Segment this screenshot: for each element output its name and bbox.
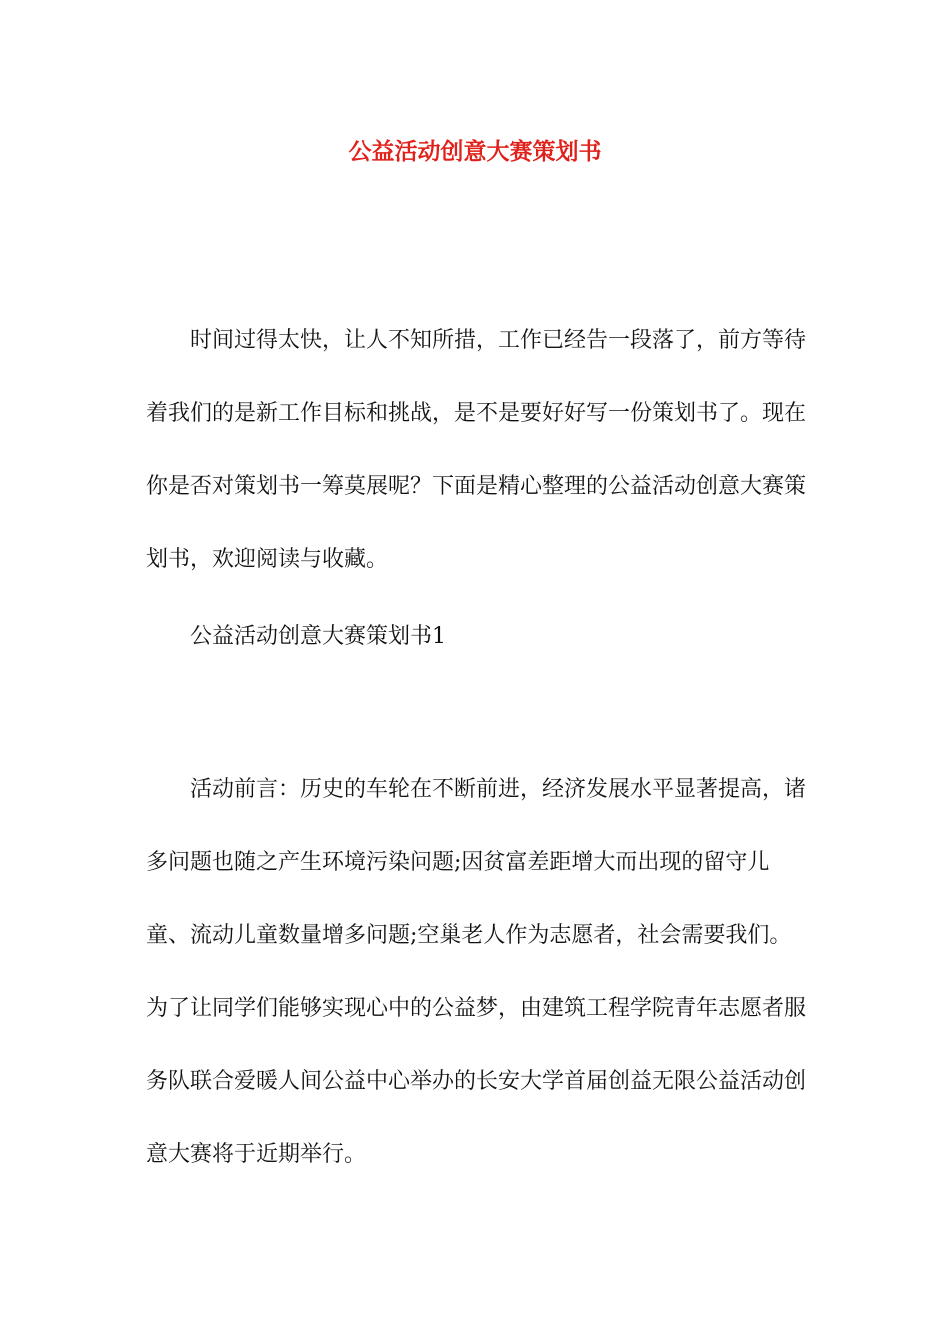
preface-paragraph: 活动前言：历史的车轮在不断前进，经济发展水平显著提高，诸多问题也随之产生环境污染问题;因贫富差距增大而出现的留守儿童、流动儿童数量增多问题;空巢老人作为志愿者，社会需要我们。为了让同学们能够实现心中的公益梦，由建筑工程学院青年志愿者服务队联合爱暖人间公益中心举办的长安大学首届创益无限公益活动创意大赛将于近期举行。 — [146, 777, 807, 1167]
document-title: 公益活动创意大赛策划书 — [348, 138, 602, 165]
intro-paragraph: 时间过得太快，让人不知所措，工作已经告一段落了，前方等待着我们的是新工作目标和挑战，是不是要好好写一份策划书了。现在你是否对策划书一筹莫展呢？下面是精心整理的公益活动创意大赛策划书，欢迎阅读与收藏。 — [146, 328, 807, 572]
section-heading: 公益活动创意大赛策划书1 — [190, 624, 446, 649]
